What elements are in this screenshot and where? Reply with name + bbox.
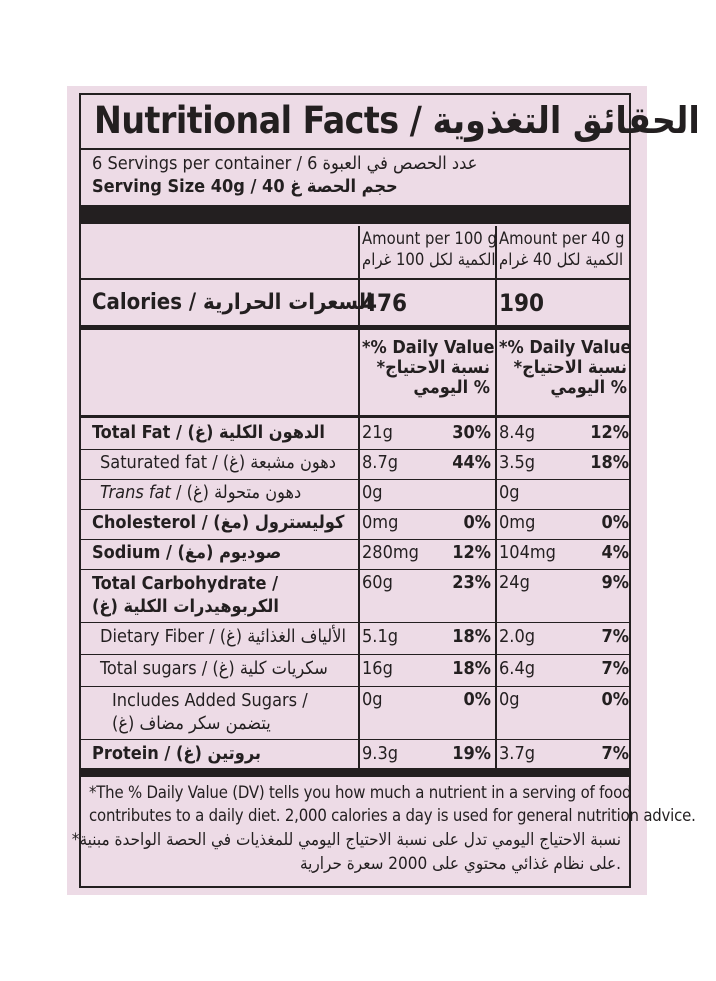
added-sugars-percent-40g: 0% [601,689,629,710]
cholesterol-amount-40g: 0mg [499,512,536,533]
added-sugars-ar: يتضمن سكر مضاف (غ) [112,713,271,734]
row-divider [81,449,629,450]
added-sugars-en: Includes Added Sugars / [112,690,308,711]
row-divider [81,509,629,510]
row-divider [81,654,629,655]
column-header-40g [499,228,624,270]
nutrient-label-protein: Protein / (غ) بروتين [92,743,261,764]
saturated-fat-percent-40g: 18% [590,452,629,473]
total-carbohydrate-en: Total Carbohydrate / [92,573,279,594]
row-divider [81,622,629,623]
calories-bottom-rule [81,325,629,330]
calories-per-40g: 190 [499,289,545,317]
total-sugars-percent-100g: 18% [452,658,491,679]
row-divider [81,479,629,480]
nutrient-label-total-sugars: Total sugars / (غ) سكريات كلية [100,658,328,679]
row-divider [81,739,629,740]
footnote-en-line-2: contributes to a daily diet. 2,000 calories a day is used for general nutrition advice. [89,806,696,825]
footnote-ar-line-2: على نظام غذائي محتوي على 2000 سعرة حرارية. [299,854,621,874]
servings-per-container: 6 Servings per container / 6 عدد الحصص في العبوة [92,153,478,174]
daily-value-header-100g-ar1: *نسبة الاحتياج [376,357,490,378]
nutrient-label-saturated-fat: Saturated fat / (غ) دهون مشبعة [100,452,336,473]
total-fat-amount-100g: 21g [362,422,393,443]
total-carbohydrate-amount-40g: 24g [499,572,530,593]
column-header-100g-en: Amount per 100 g [362,229,497,248]
calories-per-100g: 476 [362,289,408,317]
dietary-fiber-percent-40g: 7% [601,626,629,647]
row-divider [81,539,629,540]
added-sugars-amount-100g: 0g [362,689,383,710]
sodium-percent-40g: 4% [601,542,629,563]
total-sugars-amount-40g: 6.4g [499,658,536,679]
thick-rule-bottom [81,768,629,777]
nutrient-label-total-carbohydrate [92,572,279,618]
added-sugars-amount-40g: 0g [499,689,520,710]
trans-fat-amount-100g: 0g [362,482,383,503]
cholesterol-percent-100g: 0% [463,512,491,533]
daily-value-header-100g [362,337,495,398]
calories-top-rule [81,278,629,280]
dietary-fiber-amount-40g: 2.0g [499,626,536,647]
sodium-percent-100g: 12% [452,542,491,563]
nutrient-label-total-fat: Total Fat / (غ) الدهون الكلية [92,422,325,443]
cholesterol-amount-100g: 0mg [362,512,399,533]
nutrient-label-cholesterol: Cholesterol / (مغ) كوليسترول [92,512,345,533]
daily-value-header-40g [499,337,632,398]
nutrient-label-trans-fat [100,482,301,503]
column-header-40g-ar: الكمية لكل 40 غرام [499,250,624,269]
nutrient-label-sodium: Sodium / (مغ) صوديوم [92,542,282,563]
total-carbohydrate-ar: الكربوهيدرات الكلية (غ) [92,596,279,617]
row-divider [81,686,629,687]
saturated-fat-percent-100g: 44% [452,452,491,473]
title-divider [81,148,629,150]
saturated-fat-amount-100g: 8.7g [362,452,399,473]
column-header-100g [362,228,497,270]
serving-size: Serving Size 40g / 40 حجم الحصة غ [92,176,398,197]
daily-value-header-40g-en: *% Daily Value [499,337,632,358]
total-sugars-percent-40g: 7% [601,658,629,679]
total-fat-percent-100g: 30% [452,422,491,443]
footnote-ar-line-1: *نسبة الاحتياج اليومي تدل على نسبة الاحتياج اليومي للمغذيات في الحصة الواحدة مبنية [71,830,621,850]
added-sugars-percent-100g: 0% [463,689,491,710]
protein-amount-100g: 9.3g [362,743,399,764]
trans-fat-amount-40g: 0g [499,482,520,503]
daily-value-header-100g-ar2: اليومي % [413,377,490,398]
total-carbohydrate-percent-40g: 9% [601,572,629,593]
dietary-fiber-amount-100g: 5.1g [362,626,399,647]
daily-value-rule [81,415,629,418]
total-fat-amount-40g: 8.4g [499,422,536,443]
trans-fat-ar: / (غ) دهون متحولة [170,482,302,503]
total-fat-percent-40g: 12% [590,422,629,443]
nutrient-label-added-sugars [112,689,308,735]
thick-rule-top [81,205,629,224]
total-carbohydrate-percent-100g: 23% [452,572,491,593]
protein-percent-40g: 7% [601,743,629,764]
row-divider [81,569,629,570]
sodium-amount-40g: 104mg [499,542,556,563]
daily-value-header-40g-ar2: اليومي % [550,377,627,398]
nutrient-label-dietary-fiber: Dietary Fiber / (غ) الألياف الغذائية [100,626,346,647]
nutrition-facts-label [71,93,700,888]
footnote-en-line-1: *The % Daily Value (DV) tells you how much a nutrient in a serving of food [89,783,632,802]
total-carbohydrate-amount-100g: 60g [362,572,393,593]
total-sugars-amount-100g: 16g [362,658,393,679]
calories-label: Calories / السعرات الحرارية [92,290,373,315]
dietary-fiber-percent-100g: 18% [452,626,491,647]
page-title: Nutritional Facts / الحقائق التغذوية [94,99,700,142]
column-divider-right [495,226,497,773]
sodium-amount-100g: 280mg [362,542,419,563]
protein-percent-100g: 19% [452,743,491,764]
cholesterol-percent-40g: 0% [601,512,629,533]
column-header-100g-ar: الكمية لكل 100 غرام [362,250,496,269]
protein-amount-40g: 3.7g [499,743,536,764]
daily-value-header-100g-en: *% Daily Value [362,337,495,358]
trans-fat-en: Trans fat [100,482,171,503]
saturated-fat-amount-40g: 3.5g [499,452,536,473]
daily-value-header-40g-ar1: *نسبة الاحتياج [513,357,627,378]
column-header-40g-en: Amount per 40 g [499,229,625,248]
